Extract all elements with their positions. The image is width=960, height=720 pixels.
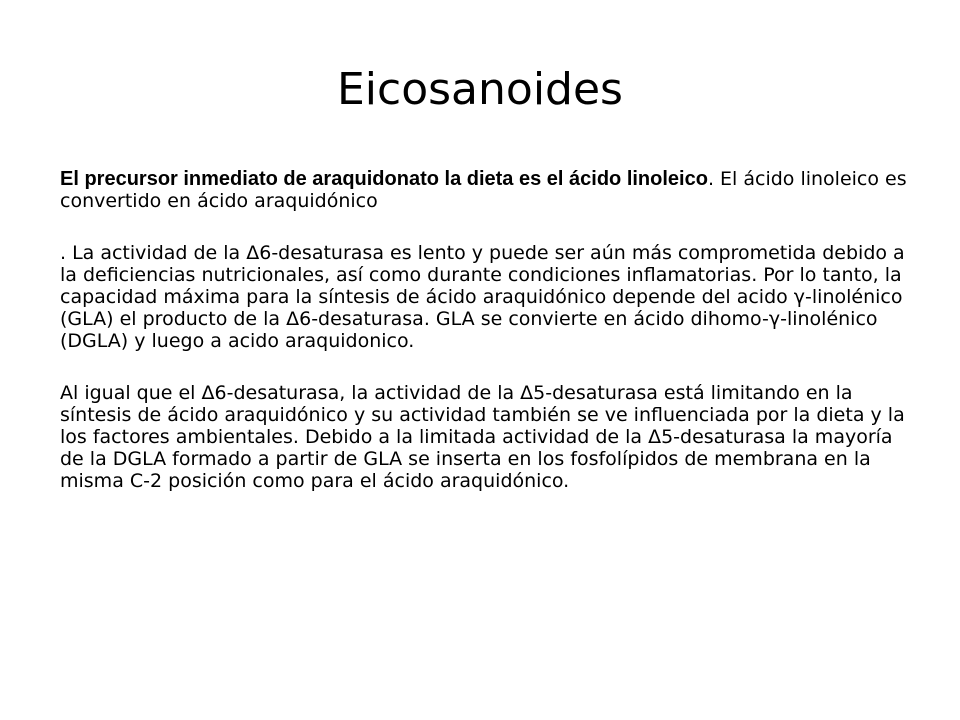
slide-title: Eicosanoides bbox=[337, 64, 623, 115]
paragraph-2: . La actividad de la Δ6-desaturasa es lento y puede ser aún más comprometida debido a la deficiencias nutricionales, así como durante condiciones inflamatorias. Por lo tanto, la capacidad máxima para la síntesis de ácido araquidónico depende del acido γ-linolénico (GLA) el producto de la Δ6-desaturasa. GLA se convierte en ácido dihomo-γ-linolénico (DGLA) y luego a acido araquidonico. bbox=[60, 242, 905, 352]
slide-body bbox=[60, 168, 908, 492]
paragraph-1-text: . El ácido linoleico es convertido en ácido araquidónico bbox=[60, 168, 907, 212]
paragraph-1 bbox=[60, 168, 908, 212]
paragraph-1-bold-text: El precursor inmediato de araquidonato la dieta es el ácido linoleico bbox=[60, 168, 708, 190]
paragraph-3: Al igual que el Δ6-desaturasa, la actividad de la Δ5-desaturasa está limitando en la síntesis de ácido araquidónico y su actividad también se ve influenciada por la dieta y la los factores ambientales. Debido a la limitada actividad de la Δ5-desaturasa la mayoría de la DGLA formado a partir de GLA se inserta en los fosfolípidos de membrana en la misma C-2 posición como para el ácido araquidónico. bbox=[60, 382, 905, 492]
